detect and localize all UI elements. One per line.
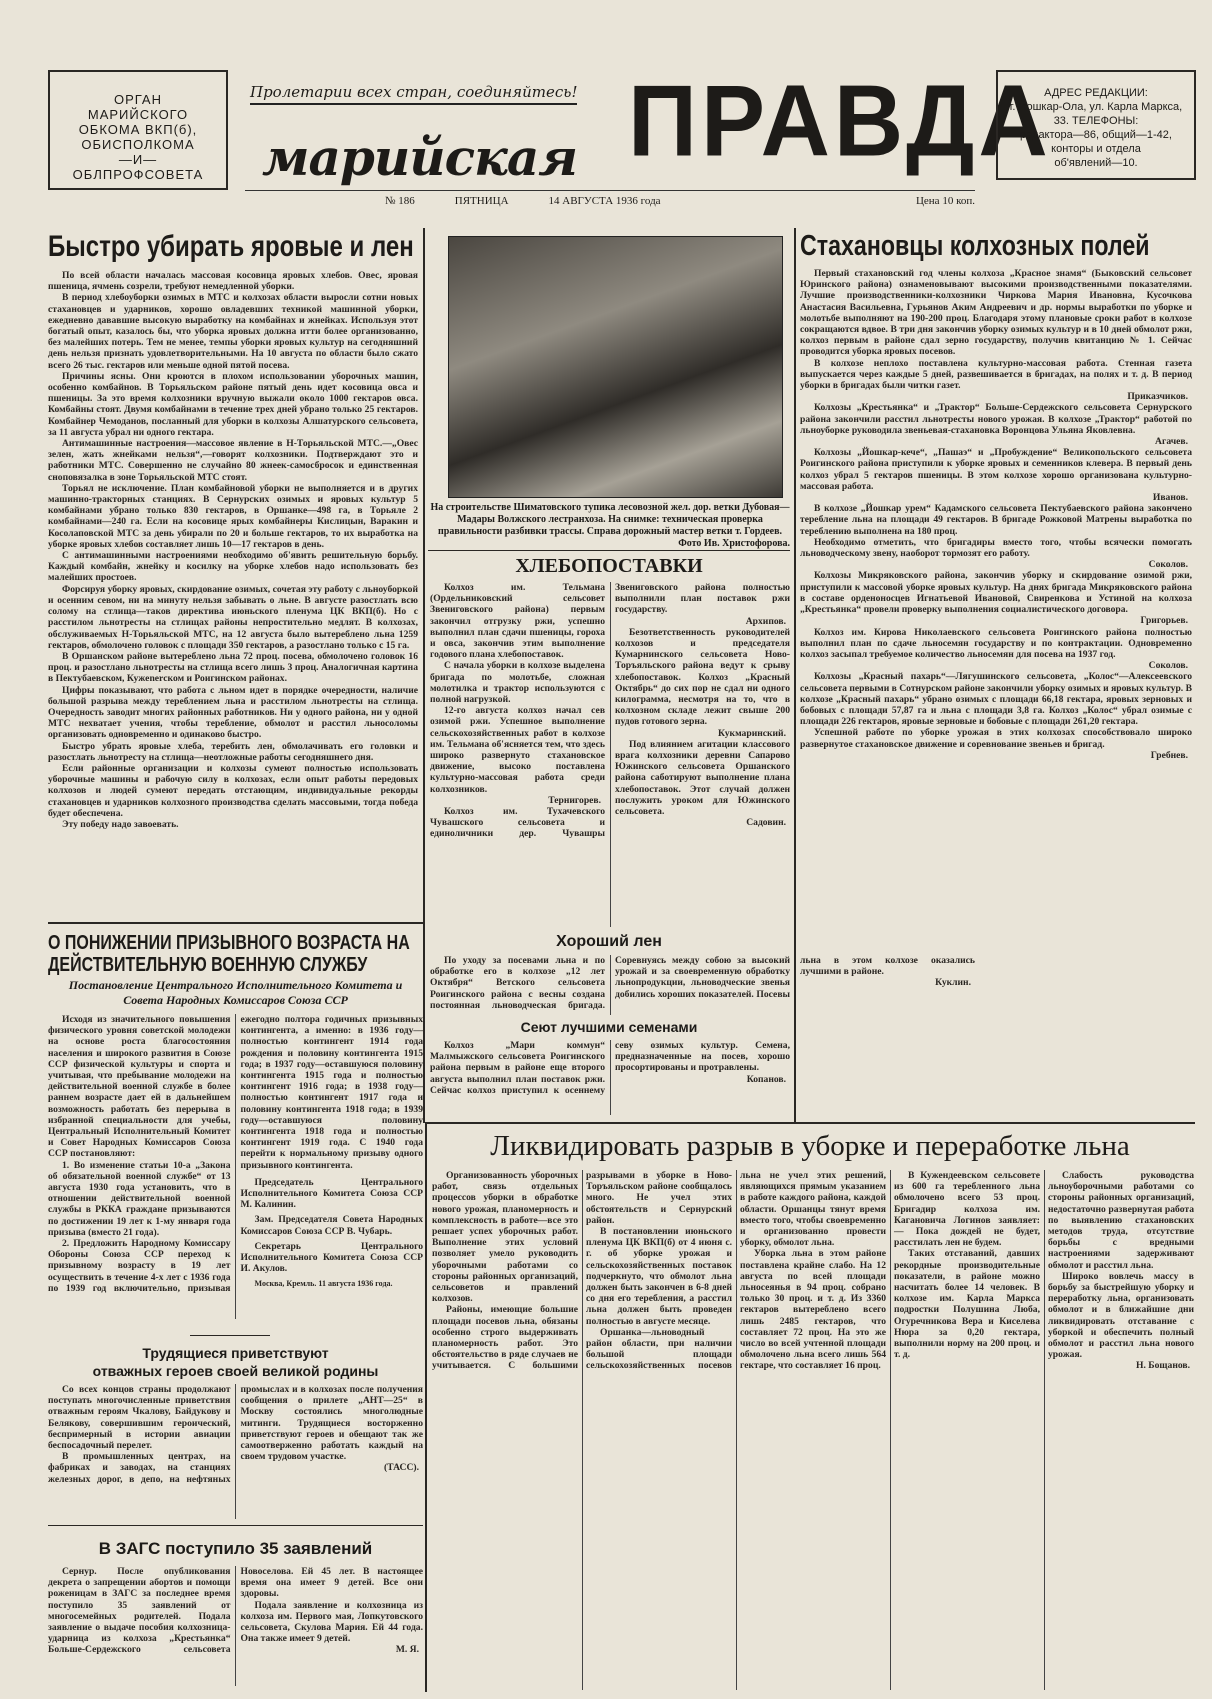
organ-line: ОБИСПОЛКОМА: [81, 137, 195, 152]
paragraph: Колхоз „Мари коммун“ Малмыжского сельсовета Роигинского района первым в районе еще второго августа выполнил план поставок ржи. Сейчас колхоз приступил к осеннему севу озимых культур. Семена, предназначенные на посев, хорошо просортированы и протравлены.: [430, 1040, 790, 1096]
signature: Архипов.: [745, 615, 786, 627]
decree-subhead: Постановление Центрального Исполнительного Комитета и Совета Народных Комиссаров Союза ССР: [68, 978, 403, 1007]
paragraph: Широко вовлечь массу в борьбу за быстрейшую уборку и переработку льна, организовать обмолот и в ближайшие дни ликвидировать отставание с уборкой и обеспечить полный обмолот и расстил льна нового урожая.: [1048, 1270, 1194, 1361]
flaxgap-headline: Ликвидировать разрыв в уборке и переработке льна: [490, 1130, 1130, 1162]
issue-number: № 186: [385, 195, 415, 207]
grain-headline: ХЛЕБОПОСТАВКИ: [515, 555, 703, 577]
paragraph: Цифры показывают, что работа с льном идет в порядке очередности, наличие большой разрыва между тереблением льна и расстилом льнотресты на стлища. Очередность заводит многих районных работников. Ни у одного района, ни у одной МТС нехватает учения, чтобы теребление, обмолот и расстил льносоломы организовать одновременно и одинаково быстро.: [48, 684, 418, 741]
paragraph: Причины ясны. Они кроются в плохом использовании уборочных машин, особенно комбайнов. В Торьяльском районе пятый день идет косовица овса и пшеницы. За это время колхозники вручную выжали около 1000 гектаров овса. Комбайны стоят. Двумя комбайнами в течение трех дней убрано только 25 гектаров. Комбайнер Чемоданов, посланный для уборки в колхозы Алшатурского сельсовета, за 11 августа убрал ни одного гектара.: [48, 370, 418, 438]
paragraph: Безответственность руководителей колхозов и председателя Кумарнинского сельсовета Ново-Торъяльского района ведут к срыву хлебопоставок. Колхоз „Красный Октябрь“ до сих пор не сдал ни одного килограмма, несмотря на то, что в колхозном складе лежит свыше 200 пудов готового зерна.: [615, 626, 790, 728]
address-line: об'явлений—10.: [1054, 157, 1138, 169]
grain-body: [430, 582, 790, 927]
divider: [48, 922, 423, 924]
zags-headline: В ЗАГС поступило 35 заявлений: [98, 1539, 373, 1558]
zags-paragraphs: [48, 1566, 423, 1656]
seeds-body: [430, 1040, 790, 1115]
paragraph: Со всех концов страны продолжают поступать многочисленные приветствия отважным героям Чкалову, Байдукову и Белякову, совершившим героический, беспримерный в истории авиации беспосадочный перелет.: [48, 1384, 231, 1452]
signature: Секретарь Центрального Исполнительного Комитета Союза ССР И. Акулов.: [240, 1240, 423, 1275]
paragraph: С начала уборки в колхозе выделена бригада по молотьбе, сложная молотилка и трактор используются с полной нагрузкой.: [430, 660, 605, 706]
organ-box: [48, 70, 228, 190]
paragraph: 2. Предложить Народному Комиссару Обороны Союза ССР переход к призывному возрасту в 19 лет осуществить в течение 4-х лет с 1936 года по 1939 год включительно, призывая ежегодно полтора годичных призывных контингента, а именно: в 1936 году—полностью контингент 1914 года рождения и половину контингента 1915 года; в 1937 году—оставшуюся половину контингента 1915 года и полностью контингент 1916 года; в 1938 году—полностью контингент 1917 года и половину контингента 1918 года; в 1939 году—оставшуюся половину контингента 1918 года и полностью контингент 1919 года. С 1940 года перейти к нормальному призыву одного призывного контингента.: [48, 1014, 423, 1294]
column-rule: [425, 1122, 427, 1692]
seeds-headline: Сеют лучшими семенами: [520, 1019, 698, 1035]
slogan: Пролетарии всех стран, соединяйтесь!: [250, 83, 577, 105]
signature: Зам. Председателя Совета Народных Комиссаров Союза ССР В. Чубарь.: [240, 1214, 423, 1237]
heroes-headline-2: отважных героев своей великой родины: [92, 1363, 379, 1379]
divider: [428, 550, 790, 551]
heroes-body: [48, 1384, 423, 1519]
paragraph: Организованность уборочных работ, связь отдельных процессов уборки в обработке нового урожая, планомерность и комплексность в работе—все это решает успех уборочных работ. Выполнение этих условий позволяет умело руководить уборочными работами со стороны районных организаций, сельсоветов и правлений колхозов.: [432, 1170, 578, 1305]
issue-date: 14 АВГУСТА 1936 года: [548, 195, 661, 207]
address-line: г. Йошкар-Ола, ул. Карла Маркса, 33. ТЕЛЕФОНЫ:: [1009, 101, 1183, 127]
photo-credit: Фото Ив. Христофорова.: [678, 538, 790, 549]
flax-body: [430, 955, 975, 1015]
address-box: [996, 70, 1196, 180]
zags-body: [48, 1566, 423, 1686]
decree-headline: О ПОНИЖЕНИИ ПРИЗЫВНОГО ВОЗРАСТА НА ДЕЙСТВИТЕЛЬНУЮ ВОЕННУЮ СЛУЖБУ: [48, 932, 410, 976]
paragraph: По всей области началась массовая косовица яровых хлебов. Овес, яровая пшеница, ячмень созрели, требуют немедленной уборки.: [48, 270, 418, 293]
photo-caption: [430, 502, 790, 550]
signature: Приказчиков.: [1127, 391, 1188, 403]
paragraph: Подала заявление и колхозница из колхоза им. Первого мая, Лопкутовского сельсовета, Скулова Мария. Ей 44 года. Она также имеет 9 детей.: [240, 1599, 423, 1645]
paragraph: Сернур. После опубликования декрета о запрещении абортов и помощи роженицам в ЗАГС за последнее время поступило 35 заявлений от многосемейных родителей. Подала заявление о выдаче пособия колхозница-ударница из колхоза „Крестьянка“ Больше-Сердежского сельсовета Новоселова. Ей 45 лет. В настоящее время она имеет 9 детей. Все они здоровы.: [48, 1566, 423, 1656]
organ-line: —И—: [118, 152, 158, 167]
divider: [425, 1122, 1195, 1124]
paragraph: Оршанка—льноводный район области, при наличии большой площади сельскохозяйственных посевов льна не учел этих решений, являющихся прямым указанием в работе каждого района, каждой области. Оршанцы тянут время вместо того, чтобы своевременно и организованно провести уборку, обмолот льна.: [586, 1170, 886, 1372]
paragraph: Колхозы „Йошкар-кече“, „Пашаэ“ и „Пробуждение“ Великопольского сельсовета Роигинского района приступили к уборке яровых и семенников клевера. В первый день колхоз убрал 5 гектаров пшеницы. В этом колхозе хорошо организована культурно-массовая работа.: [800, 447, 1192, 492]
paragraph: Успешной работе по уборке урожая в этих колхозах способствовало широко развернутое стахановское движение и соревнование звеньев и бригад.: [800, 727, 1192, 750]
place-date: Москва, Кремль. 11 августа 1936 года.: [254, 1279, 393, 1289]
paragraph: Быстро убрать яровые хлеба, теребить лен, обмолачивать его головки и разостлать льнотресту на стлища—неотложные работы сегодняшнего дня.: [48, 740, 418, 763]
paragraph: Необходимо отметить, что бригадиры вместо того, чтобы всячески помогать льноводческому звену, наоборот тормозят его работу.: [800, 536, 1192, 560]
paragraph: 12-го августа колхоз начал сев озимой ржи. Успешное выполнение сельскохозяйственных работ в колхозе им. Тельмана об'ясняется тем, что здесь широко развернуто стахановское движение, высоко поставлена культурно-массовая работа среди колхозников.: [430, 705, 605, 795]
signature: Иванов.: [1152, 492, 1188, 504]
paragraph: 1. Во изменение статьи 10-а „Закона об обязательной военной службе“ от 13 августа 1930 года установить, что в отношении действительной военной службы в РККА граждане призываются по достижении 19 лет к 1-му января года призыва (вместо 21 года).: [48, 1159, 231, 1238]
signature: Н. Бощанов.: [1136, 1360, 1190, 1372]
lead-body: [48, 270, 418, 915]
flaxgap-body: [432, 1170, 1194, 1690]
paragraph: В промышленных центрах, на фабриках и заводах, на станциях железных дорог, в депо, на нефтяных промыслах и в колхозах после получения сообщения о прилете „АНТ—25“ в Москву состоялись многолюдные митинги. Трудящиеся восторженно приветствуют героев и обещают так же самоотверженно работать каждый на своем трудовом участке.: [48, 1384, 423, 1485]
paragraph: Антимашинные настроения—массовое явление в Н-Торьяльской МТС.—„Овес зелен, жать жнейками нельзя“,—говорят колхозники. Подтверждают это и работники МТС. Совершенно не случайно 80 жнеек-самосбросок и единственная сноповязалка в зоне Торьяльской МТС стоят.: [48, 438, 418, 483]
newspaper-title-script: марийская: [262, 128, 578, 187]
signature: Соколов.: [1148, 660, 1188, 672]
paragraph: Колхоз им. Тухачевского Чувашского сельсовета и единоличники дер. Чувашры Звениговского района полностью выполнили план поставок ржи государству.: [430, 582, 790, 840]
lead-headline: Быстро убирать яровые и лен: [48, 230, 414, 263]
news-photo: [448, 236, 783, 498]
heroes-headline-1: Трудящиеся приветствуют: [142, 1345, 329, 1361]
caption-text: На строительстве Шиматовского тупика лесовозной жел. дор. ветки Дубовая—Мадары Волжского лестранхоза. На снимке: техническая проверка правильности разбивки трассы. Справа дорожный мастер ветки т. Гордеев.: [430, 502, 790, 537]
flaxgap-paragraphs: [432, 1170, 1194, 1372]
paragraph: Первый стахановский год члены колхоза „Красное знамя“ (Быковский сельсовет Юринского района) ознаменовывают высокими производственными показателями. Лучшие производственники-колхозники Чиркова Мария Ивановна, Кусочкова Анастасия Васильевна, Гурьянов Аким Андреевич и др. нормы выработки по уборке и молотьбе выполняют на 190-200 проц. Благодаря этому плановые сроки работ в колхозе сокращаются вдвое. В три дня закончив уборку озимых культур и в 10 дней обмолот ржи, колхоз первым в районе сдал зерно государству, получив квитанцию № 1. Сейчас проводится уборка яровых посевов.: [800, 268, 1192, 358]
signature: Председатель Центрального Исполнительного Комитета Союза ССР М. Калинин.: [240, 1176, 423, 1211]
organ-line: МАРИЙСКОГО: [87, 107, 189, 122]
paragraph: Колхозы „Крестьянка“ и „Трактор“ Больше-Сердежского сельсовета Сернурского района закончили расстил льнотресты нового урожая. В колхозе „Трактор“ работой по льноуборке руководила звеньевая-стахановка Воронцова Ульяна Яковлевна.: [800, 402, 1192, 436]
paragraph: Таких отставаний, давших рекордные производительные показатели, в районе можно насчитать более 14 человек. В колхозе им. Карла Маркса подростки Полушина Люба, Огуречникова Вера и Киселева Нюра за 0,20 гектара, выполнили норму на 200 проц. и т. д.: [894, 1248, 1040, 1361]
paragraph: С антимашинными настроениями необходимо об'явить решительную борьбу. Каждый комбайн, жнейку и косилку на уборке хлебов надо использовать без малейших простоев.: [48, 550, 418, 584]
paragraph: Если районные организации и колхозы сумеют полностью использовать уборочные машины и рабочую силу в колхозах, если опыт работы передовых колхозов и людей сумеют передать отстающим, индивидуальные рекорды стахановцев и ударников колхозного производства сделать массовыми, тогда победа будет обеспечена.: [48, 762, 418, 819]
weekday: ПЯТНИЦА: [454, 195, 509, 207]
paragraph: Районы, имеющие большие площади посевов льна, обязаны особенно строго выдерживать планомерность работ. Это обстоятельство в ряде случаев не учитывается. С большими разрывами в уборке в Ново-Торъяльском районе сообщалось много. Не учел этих обстоятельств и Сернурский район.: [432, 1170, 732, 1372]
signature: Садовин.: [746, 817, 786, 829]
paragraph: Уборка льна в этом районе поставлена крайне слабо. На 12 августа по всей площади льносеянья в 94 проц. собрано только 30 проц. и т. д. Из 3360 гектаров вытереблено всего лишь 2485 гектаров, что составляет 72 проц. На это же число во всей учтенной площади обмолочено льна всего лишь 564 гектаре, что составляет 16 проц.: [740, 1248, 886, 1372]
signature: Гребнев.: [1150, 749, 1188, 761]
divider: [190, 1335, 270, 1336]
organ-line: ОРГАН: [113, 92, 162, 107]
flax-headline: Хороший лен: [556, 933, 662, 950]
paragraph: Форсируя уборку яровых, скирдование озимых, сочетая эту работу с льноуборкой и осенним севом, ни на минуту нельзя забывать о льне. В августе разостлать всю солому на стлища—таков директива июньского пленума ЦК ВКП(б). Но с расстилом льнотресты на стлищах районы непростительно медлят. В колхозах, обслуживаемых Н-Торьяльской МТС, на 12 августа было вытереблено льна 1259 гектаров, обмолочено головок с площади 350 гектаров, а разостлано только с 15 га.: [48, 583, 418, 651]
paragraph: В колхозе „Йошкар урем“ Кадамского сельсовета Пектубаевского района закончено теребление льна на площади 49 гектаров. В бригаде Рожковой Матрены выработка по тереблению выполнена на 180 проц.: [800, 503, 1192, 537]
newspaper-title-block: ПРАВДА: [628, 65, 1052, 178]
paragraph: В Оршанском районе вытереблено льна 72 проц. посева, обмолочено головок 16 проц. и разостлано льнотресты на стлища всего лишь 3 проц. Аналогичная картина в Пектубаевском, Кужenerском и Роигинском районах.: [48, 650, 418, 685]
organ-line: ОБКОМА ВКП(б),: [78, 122, 198, 137]
paragraph: В колхозе неплохо поставлена культурно-массовая работа. Стенная газета выпускается через каждые 5 дней, развешивается в бригадах, на полях и т. д. В период уборки в бригадах были читки газет.: [800, 357, 1192, 392]
stakh-headline: Стахановцы колхозных полей: [800, 230, 1150, 262]
paragraph: В период хлебоуборки озимых в МТС и колхозах области выросли сотни новых стахановцев и ударников, хорошо овладевших техникой машинной уборки, ежедневно дававшие высокую выработку на комбайнах и жнейках. Используя этот богатый опыт, казалось бы, что уборка яровых должна итти более организованно, без малейших потерь. Тем не менее, темпы уборки яровых культур на сегодняшний день нельзя признать удовлетворительными. На 10 августа по области было сжато всего 26 тыс. гектаров или меньше одной пятой посева.: [48, 292, 418, 371]
address-line: конторы и отдела: [1051, 143, 1141, 155]
address-title: АДРЕС РЕДАКЦИИ:: [1044, 87, 1148, 99]
source: (ТАСС).: [383, 1462, 419, 1474]
column-rule: [794, 228, 796, 1123]
signature: Соколов.: [1148, 559, 1188, 571]
paragraph: По уходу за посевами льна и по обработке его в колхозе „12 лет Октября“ Ветского сельсовета Роигинского района с весны создана постоянная льноводческая бригада. Соревнуясь между собою за высокий урожай и за своевременную обработку льнопродукции, льноводческие звенья добились хороших показателей. Посевы льна в этом колхозе оказались лучшими в районе.: [430, 955, 975, 1011]
paragraph: Слабость руководства льноуборочными работами со стороны районных организаций, недостаточно развернутая работа по выявлению стахановских методов труда, отсутствие борьбы с вредными настроениями задерживают обмолот и расстил льна.: [1048, 1170, 1194, 1271]
column-rule: [423, 228, 425, 1123]
paragraph: В Кужендеевском сельсовете из 600 га теребленного льна обмолочено всего 53 проц. Бригадир колхоза им. Кагановича Логинов заявляет: — Пока дождей не будет, расстилать лен не будем.: [894, 1170, 1040, 1249]
signature: Кукмаринский.: [718, 727, 786, 739]
address-line: редактора—86, общий—1-42,: [1020, 129, 1172, 141]
paragraph: Эту победу надо завоевать.: [62, 818, 179, 830]
paragraph: Колхозы „Красный пахарь“—Лягушинского сельсовета, „Колос“—Алексеевского сельсовета первыми в Сотнурском районе закончили уборку озимых и яровых культур. В колхозе „Красный пахарь“ убрано озимых с площади 66,18 гектара, яровых зерновых и бобовых с площади 57,87 га и льна с площади 3,8 га. Колхоз „Колос“ убрал озимые с площади 226 гектаров, яровые зерновые и бобовые с площади 261,20 гектара.: [800, 671, 1192, 728]
issue-line: [245, 190, 975, 207]
paragraph: Колхоз им. Тельмана (Ордельниковский сельсовет Звениговского района) первым закончил отгрузку ржи, успешно выполнил план сдачи пшеницы, гороха и овса, закончив этим выполнение годового плана хлебопоставок.: [430, 582, 605, 661]
signature: Агачев.: [1155, 436, 1188, 448]
paragraph: Колхоз им. Кирова Николаевского сельсовета Роигинского района полностью выполнил план по сдаче льносемян государству и по контрактации. Одновременно колхоз засыпал требуемое количество льносемян для посева на 1937 год.: [800, 626, 1192, 660]
signature: Копанов.: [746, 1073, 786, 1085]
paragraph: В постановлении июньского пленума ЦК ВКП(б) от 4 июня с. г. об уборке урожая и сельскохозяйственных поставок подчеркнуто, что обмолот льна должен быть закончен в 6-8 дней со дня его теребления, а расстил льна должен быть проведен полностью в августе месяце.: [586, 1226, 732, 1327]
stakh-body: [800, 268, 1192, 1118]
paragraph: Колхозы Микряковского района, закончив уборку и скирдование озимой ржи, приступили к массовой уборке яровых культур. На днях бригада Микряковского района в составе орденоносцев Игнатьевой Ивановой, Свиренкова и Устиной на колхоза „Крестьянка“ провели проверку выполнения социалистического договора.: [800, 570, 1192, 616]
price: Цена 10 коп.: [915, 195, 975, 207]
signature: Куклин.: [935, 977, 971, 989]
paragraph: Торьял не исключение. План комбайновой уборки не выполняется и в других машинно-тракторных станциях. В Сернурских озимых и яровых культур 5 комбайнами убрано только 830 гектаров, в Оршанке—498 га, в Торьяле 2 комбайнами—240 га. Если на косовице ярых комбайнеры Кислицын, Варакин и Косолаповской МТС за день убирали по 20 и больше гектаров, то их выработка на уборке яровых хлебов составляет лишь 10—17 гектаров в день.: [48, 482, 418, 550]
signature: Григорьев.: [1140, 615, 1188, 627]
organ-line: ОБЛПРОФСОВЕТА: [72, 167, 204, 182]
divider: [48, 1525, 423, 1526]
signature: М. Я.: [395, 1644, 419, 1656]
decree-body: [48, 1014, 423, 1319]
paragraph: Под влиянием агитации классового врага колхозники деревни Сапарово Южинского сельсовета Оршанского района саботируют выполнение плана хлебопоставок. Этот случай должен послужить уроком для Южинского сельсовета.: [615, 738, 790, 818]
signature: Тернигорев.: [548, 794, 601, 806]
paragraph: Исходя из значительного повышения физического уровня советской молодежи на основе роста благосостояния населения и широкого развития в Союзе ССР физической культуры и спорта и учитывая, что пребывание молодежи на действительной военной службе в более раннем возрасте дает ей в дальнейшем возможность работать без перерыва в избранной специальности для учебы, Центральный Исполнительный Комитет и Совет Народных Комиссаров Союза ССР постановляют:: [48, 1014, 231, 1160]
